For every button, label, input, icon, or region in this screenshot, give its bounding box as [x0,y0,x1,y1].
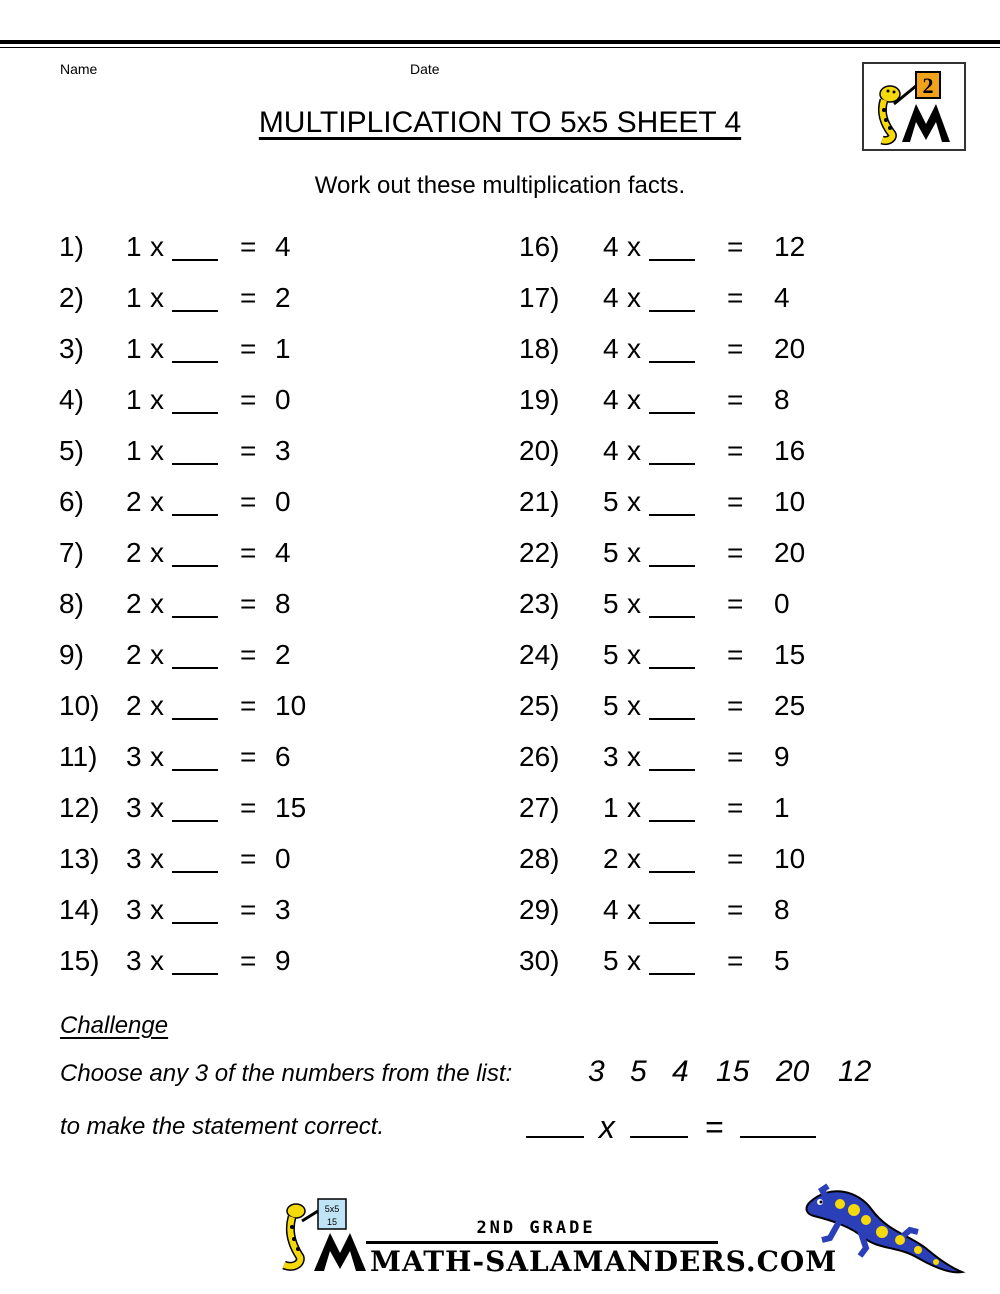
question-row [519,533,919,573]
times-sign: x [627,690,641,721]
product: 20 [774,333,806,364]
multiplicand: 1 [603,792,619,823]
multiplicand: 3 [126,843,142,874]
question-row [519,329,919,369]
equals-sign: = [240,384,257,415]
question-row [59,686,459,726]
question-number: 26) [519,741,560,772]
times-sign: x [150,333,164,364]
svg-text:MATH-SALAMANDERS.COM: MATH-SALAMANDERS.COM [370,1245,838,1278]
equals-sign: = [240,588,257,619]
multiplicand: 1 [126,231,142,262]
product: 20 [774,537,806,568]
product: 9 [774,741,790,772]
product: 1 [275,333,291,364]
multiplicand: 2 [126,537,142,568]
question-number: 4) [59,384,84,415]
times-sign: x [150,588,164,619]
times-sign: x [627,639,641,670]
equals-sign: = [240,486,257,517]
multiplicand: 5 [603,588,619,619]
question-number: 12) [59,792,100,823]
answer-blank[interactable] [649,943,695,975]
product: 3 [275,894,291,925]
answer-blank[interactable] [172,688,218,720]
times-sign: x [150,384,164,415]
question-number: 14) [59,894,100,925]
multiplicand: 1 [126,282,142,313]
times-sign: x [150,690,164,721]
challenge-equals: = [704,1109,724,1145]
product: 2 [275,282,291,313]
equals-sign: = [240,282,257,313]
footer-logo [274,1185,838,1278]
challenge-heading: Challenge [60,1012,169,1039]
equals-sign: = [727,435,744,466]
multiplicand: 3 [126,792,142,823]
equals-sign: = [727,282,744,313]
product: 1 [774,792,790,823]
equals-sign: = [240,741,257,772]
product: 5 [774,945,790,976]
question-number: 7) [59,537,84,568]
grade-logo [862,62,966,151]
answer-blank[interactable] [172,841,218,873]
answer-blank[interactable] [172,535,218,567]
times-sign: x [150,894,164,925]
answer-blank[interactable] [649,637,695,669]
challenge-blank-2[interactable] [630,1108,688,1138]
equals-sign: = [727,588,744,619]
multiplicand: 1 [126,435,142,466]
product: 6 [275,741,291,772]
question-number: 1) [59,231,84,262]
equals-sign: = [727,231,744,262]
multiplicand: 3 [126,741,142,772]
question-number: 10) [59,690,100,721]
times-sign: x [150,282,164,313]
challenge-blank-1[interactable] [526,1108,584,1138]
question-number: 6) [59,486,84,517]
times-sign: x [627,894,641,925]
top-rule-thick [0,40,1000,44]
times-sign: x [627,945,641,976]
question-number: 27) [519,792,560,823]
question-row [59,839,459,879]
question-number: 28) [519,843,560,874]
multiplicand: 5 [603,537,619,568]
product: 12 [774,231,806,262]
top-rule-thin [0,47,1000,48]
answer-blank[interactable] [172,331,218,363]
multiplicand: 5 [603,639,619,670]
answer-blank[interactable] [172,790,218,822]
equals-sign: = [727,741,744,772]
equals-sign: = [727,486,744,517]
question-row [519,635,919,675]
equals-sign: = [240,945,257,976]
times-sign: x [627,435,641,466]
multiplicand: 3 [126,945,142,976]
product: 4 [275,537,291,568]
times-sign: x [150,639,164,670]
challenge-number: 5 [630,1055,647,1088]
question-number: 23) [519,588,560,619]
question-row [519,686,919,726]
challenge-equation [526,1108,816,1146]
answer-blank[interactable] [649,790,695,822]
product: 8 [275,588,291,619]
question-row [59,941,459,981]
question-number: 22) [519,537,560,568]
equals-sign: = [240,690,257,721]
multiplicand: 4 [603,282,619,313]
challenge-blank-3[interactable] [740,1108,816,1138]
equals-sign: = [727,894,744,925]
multiplicand: 4 [603,894,619,925]
question-row [519,737,919,777]
multiplicand: 1 [126,384,142,415]
times-sign: x [150,843,164,874]
answer-blank[interactable] [649,382,695,414]
product: 16 [774,435,806,466]
product: 4 [275,231,291,262]
answer-blank[interactable] [649,535,695,567]
question-row [59,380,459,420]
multiplicand: 2 [603,843,619,874]
question-row [519,839,919,879]
multiplicand: 5 [603,945,619,976]
answer-blank[interactable] [649,433,695,465]
equals-sign: = [240,894,257,925]
svg-text:2: 2 [922,73,934,98]
answer-blank[interactable] [649,280,695,312]
times-sign: x [150,792,164,823]
equals-sign: = [727,537,744,568]
instructions: Work out these multiplication facts. [314,172,686,199]
svg-text:2ND GRADE: 2ND GRADE [476,1218,596,1238]
question-row [59,788,459,828]
question-number: 9) [59,639,84,670]
times-sign: x [627,282,641,313]
answer-blank[interactable] [649,229,695,261]
answer-blank[interactable] [649,586,695,618]
product: 2 [275,639,291,670]
answer-blank[interactable] [649,688,695,720]
challenge-number: 20 [776,1055,810,1088]
equals-sign: = [727,945,744,976]
answer-blank[interactable] [172,229,218,261]
equals-sign: = [727,843,744,874]
question-number: 3) [59,333,84,364]
question-row [519,227,919,267]
salamander-icon [800,1180,965,1280]
question-number: 18) [519,333,560,364]
question-row [59,227,459,267]
times-sign: x [627,231,641,262]
question-row [59,533,459,573]
question-row [59,431,459,471]
times-sign: x [150,741,164,772]
product: 10 [774,486,806,517]
answer-blank[interactable] [172,637,218,669]
equals-sign: = [727,792,744,823]
multiplicand: 2 [126,639,142,670]
product: 10 [774,843,806,874]
answer-blank[interactable] [649,892,695,924]
salamander-teacher-icon [864,64,964,149]
equals-sign: = [240,333,257,364]
question-number: 17) [519,282,560,313]
question-row [59,278,459,318]
times-sign: x [150,231,164,262]
question-row [59,890,459,930]
times-sign: x [627,792,641,823]
question-number: 16) [519,231,560,262]
svg-text:15: 15 [326,1217,338,1227]
challenge-instruction: Choose any 3 of the numbers from the list: [60,1060,513,1087]
challenge-number: 4 [672,1055,689,1088]
times-sign: x [627,537,641,568]
multiplicand: 4 [603,231,619,262]
question-row [59,635,459,675]
question-number: 8) [59,588,84,619]
multiplicand: 3 [126,894,142,925]
question-number: 2) [59,282,84,313]
product: 0 [275,486,291,517]
answer-blank[interactable] [649,739,695,771]
equals-sign: = [240,435,257,466]
times-sign: x [627,843,641,874]
multiplicand: 2 [126,588,142,619]
question-row [519,482,919,522]
question-row [519,380,919,420]
times-sign: x [150,945,164,976]
product: 0 [275,843,291,874]
question-number: 29) [519,894,560,925]
product: 25 [774,690,806,721]
times-sign: x [627,486,641,517]
equals-sign: = [240,537,257,568]
multiplicand: 1 [126,333,142,364]
question-number: 15) [59,945,100,976]
question-number: 25) [519,690,560,721]
answer-blank[interactable] [649,484,695,516]
challenge-number: 15 [716,1055,750,1088]
product: 9 [275,945,291,976]
answer-blank[interactable] [172,586,218,618]
math-salamanders-logo [274,1185,838,1278]
question-row [519,278,919,318]
question-row [59,482,459,522]
multiplicand: 2 [126,690,142,721]
question-row [519,788,919,828]
challenge-number: 12 [838,1055,872,1088]
answer-blank[interactable] [172,484,218,516]
name-label: Name [60,61,98,77]
question-number: 13) [59,843,100,874]
salamander-illustration [800,1180,965,1280]
question-row [59,584,459,624]
times-sign: x [150,537,164,568]
multiplicand: 2 [126,486,142,517]
multiplicand: 5 [603,486,619,517]
question-row [59,329,459,369]
equals-sign: = [727,639,744,670]
product: 4 [774,282,790,313]
product: 15 [275,792,307,823]
multiplicand: 5 [603,690,619,721]
multiplicand: 4 [603,435,619,466]
challenge-times: x [598,1109,615,1145]
page-title: MULTIPLICATION TO 5x5 SHEET 4 [258,106,742,139]
answer-blank[interactable] [172,943,218,975]
question-number: 11) [59,741,98,772]
equals-sign: = [240,843,257,874]
question-row [519,584,919,624]
challenge-instruction-2: to make the statement correct. [60,1113,385,1140]
equals-sign: = [727,333,744,364]
question-number: 21) [519,486,560,517]
product: 3 [275,435,291,466]
question-row [519,431,919,471]
question-row [59,737,459,777]
times-sign: x [627,741,641,772]
times-sign: x [150,486,164,517]
product: 0 [774,588,790,619]
equals-sign: = [727,384,744,415]
equals-sign: = [240,639,257,670]
times-sign: x [627,333,641,364]
answer-blank[interactable] [649,331,695,363]
multiplicand: 3 [603,741,619,772]
equals-sign: = [240,792,257,823]
question-row [519,890,919,930]
product: 15 [774,639,806,670]
answer-blank[interactable] [172,280,218,312]
date-label: Date [410,61,440,77]
question-number: 19) [519,384,560,415]
times-sign: x [150,435,164,466]
answer-blank[interactable] [649,841,695,873]
question-number: 30) [519,945,560,976]
answer-blank[interactable] [172,433,218,465]
product: 0 [275,384,291,415]
challenge-number: 3 [588,1055,605,1088]
question-number: 20) [519,435,560,466]
answer-blank[interactable] [172,739,218,771]
svg-text:5x5: 5x5 [324,1204,340,1214]
product: 8 [774,894,790,925]
answer-blank[interactable] [172,892,218,924]
question-row [519,941,919,981]
multiplicand: 4 [603,333,619,364]
product: 8 [774,384,790,415]
question-number: 24) [519,639,560,670]
product: 10 [275,690,307,721]
answer-blank[interactable] [172,382,218,414]
question-number: 5) [59,435,84,466]
equals-sign: = [727,690,744,721]
equals-sign: = [240,231,257,262]
times-sign: x [627,384,641,415]
times-sign: x [627,588,641,619]
multiplicand: 4 [603,384,619,415]
